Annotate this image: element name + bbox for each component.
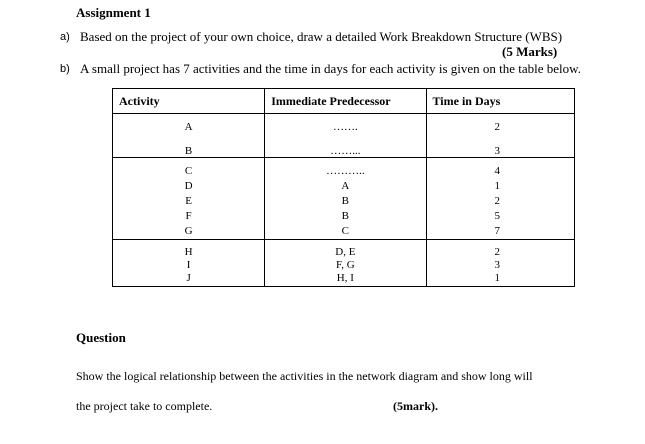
time-value: 1 — [494, 272, 500, 284]
time-value: 2 — [494, 246, 500, 258]
predecessor-value: ……... — [330, 145, 361, 157]
header-time: Time in Days — [426, 89, 575, 114]
table-header-row — [113, 89, 575, 114]
activity-value: D — [184, 180, 193, 192]
time-value: 7 — [494, 225, 500, 237]
activity-value: I — [186, 259, 191, 271]
time-value: 1 — [494, 180, 500, 192]
predecessor-cell — [265, 114, 426, 158]
time-value: 2 — [494, 121, 500, 133]
activity-table — [112, 88, 575, 287]
activity-cell — [113, 240, 265, 287]
question-text-line-1: Show the logical relationship between the activities in the network diagram and show long will — [76, 369, 533, 383]
predecessor-cell — [265, 158, 426, 240]
time-cell — [426, 114, 575, 158]
header-activity: Activity — [113, 89, 265, 114]
predecessor-value: B — [341, 195, 350, 207]
predecessor-value: H, I — [336, 272, 354, 284]
activity-value: J — [186, 272, 191, 284]
predecessor-value: D, E — [335, 246, 356, 258]
activity-value: B — [184, 145, 193, 157]
question-a-text: Based on the project of your own choice, draw a detailed Work Breakdown Structure (WBS) — [80, 29, 563, 44]
time-value: 5 — [494, 210, 500, 222]
predecessor-value: A — [341, 180, 350, 192]
activity-value: F — [185, 210, 192, 222]
time-cell — [426, 240, 575, 287]
table-row — [113, 240, 575, 287]
predecessor-value: ……. — [332, 121, 358, 133]
activity-value: A — [184, 121, 193, 133]
predecessor-cell — [265, 240, 426, 287]
activity-cell — [113, 114, 265, 158]
question-b-text: A small project has 7 activities and the time in days for each activity is given on the table below. — [80, 61, 581, 76]
header-predecessor: Immediate Predecessor — [265, 89, 426, 114]
predecessor-value: F, G — [336, 259, 355, 271]
assignment-title: Assignment 1 — [76, 5, 151, 20]
question-text-line-2: the project take to complete. — [76, 399, 213, 413]
time-value: 2 — [494, 195, 500, 207]
predecessor-value: C — [341, 225, 350, 237]
activity-value: G — [184, 225, 193, 237]
table-row — [113, 158, 575, 240]
question-b-marker: b) — [60, 63, 70, 75]
table-row — [113, 114, 575, 158]
time-value — [427, 133, 575, 145]
predecessor-value: B — [341, 210, 350, 222]
time-value: 3 — [494, 259, 500, 271]
activity-cell — [113, 158, 265, 240]
question-a-marker: a) — [60, 31, 70, 43]
question-marks: (5mark). — [393, 399, 438, 413]
activity-value: H — [184, 246, 193, 258]
activity-value — [113, 133, 264, 145]
question-heading: Question — [76, 330, 126, 345]
time-value: 3 — [494, 145, 500, 157]
activity-value: C — [184, 165, 193, 177]
predecessor-value: ……….. — [326, 165, 365, 177]
predecessor-value — [265, 133, 425, 145]
question-a-marks: (5 Marks) — [502, 44, 558, 59]
time-value: 4 — [494, 165, 500, 177]
time-cell — [426, 158, 575, 240]
activity-value: E — [185, 195, 192, 207]
